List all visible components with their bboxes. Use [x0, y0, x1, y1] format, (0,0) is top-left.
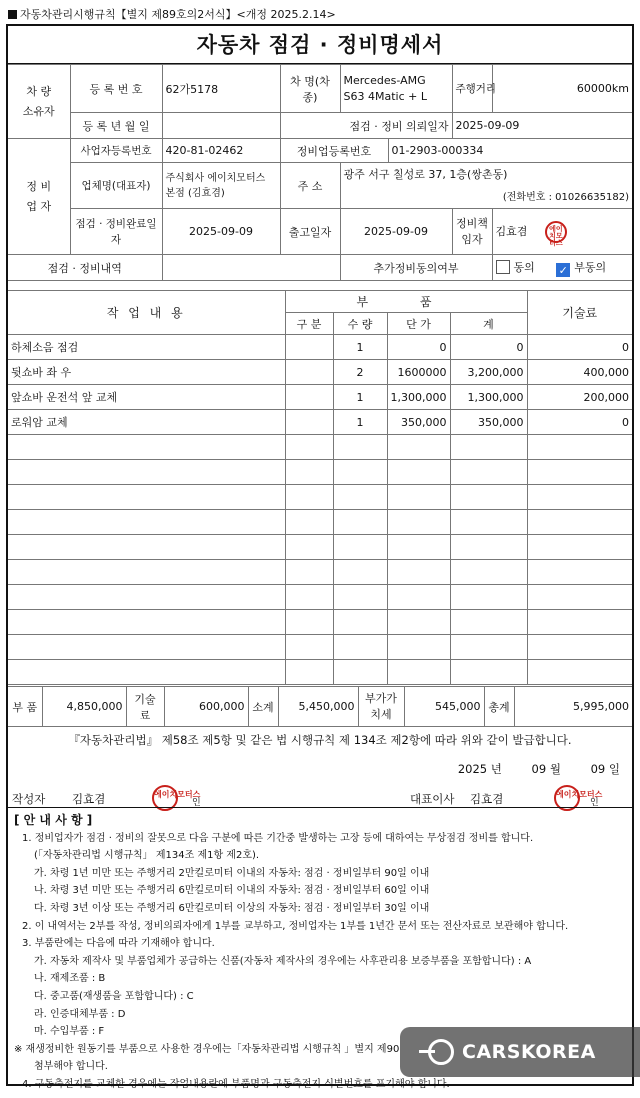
empty-row: [8, 485, 632, 510]
notice-line: 가. 차령 1년 미만 또는 주행거리 2만킬로미터 이내의 자동차: 점검 · 정비일부터 90일 이내: [34, 867, 430, 879]
empty-cell: [450, 510, 527, 535]
unit-header: 단 가: [387, 313, 450, 335]
writer-seal-suffix: 인: [192, 798, 201, 808]
empty-cell: [527, 610, 632, 635]
cell-labor: 0: [527, 335, 632, 360]
empty-cell: [450, 610, 527, 635]
cell-type: [285, 385, 333, 410]
empty-row: [8, 585, 632, 610]
empty-cell: [387, 560, 450, 585]
info-table: [8, 64, 632, 281]
notice-line: 마. 수입부품 : F: [34, 1026, 105, 1038]
biz-no-value: 420-81-02462: [162, 139, 280, 163]
empty-cell: [8, 510, 285, 535]
empty-row: [8, 610, 632, 635]
address-value: 광주 서구 칠성로 37, 1층(쌍촌동): [343, 168, 508, 181]
rep-label: 대표이사: [410, 792, 455, 806]
complete-date-label: 점검 · 정비완료일자: [70, 209, 162, 255]
disagree-label: 부동의: [574, 260, 607, 274]
table-row: [8, 385, 632, 410]
notice-line: 다. 차령 3년 이상 또는 주행거리 6만킬로미터 이상의 자동차: 점검 · 정비일부터 30일 이내: [34, 902, 430, 914]
shop-section-label: 정 비 업 자: [8, 139, 70, 255]
notice-line: 나. 재제조품 : B: [34, 973, 106, 985]
empty-cell: [527, 535, 632, 560]
cell-work: 앞쇼바 운전석 앞 교체: [8, 385, 285, 410]
empty-cell: [285, 635, 333, 660]
rep-name: 김효겸: [470, 792, 504, 806]
regulation-header: [8, 6, 336, 22]
consent-options: [492, 255, 632, 281]
reg-no-label: 등 록 번 호: [70, 65, 162, 113]
empty-cell: [387, 485, 450, 510]
empty-cell: [450, 535, 527, 560]
regulation-text: 자동차관리시행규칙【별지 제89호의2서식】<개정 2025.2.14>: [20, 8, 336, 21]
empty-cell: [450, 560, 527, 585]
address-cell: [340, 163, 632, 209]
empty-cell: [333, 660, 387, 685]
cell-work: 하체소음 점검: [8, 335, 285, 360]
table-row: [8, 335, 632, 360]
empty-cell: [387, 535, 450, 560]
writer-seal-icon: 에이치모터스: [152, 785, 178, 811]
cell-sum: 3,200,000: [450, 360, 527, 385]
empty-cell: [8, 560, 285, 585]
empty-cell: [450, 660, 527, 685]
empty-cell: [8, 435, 285, 460]
phone-value: (전화번호 : 01026635182): [502, 192, 629, 203]
empty-cell: [387, 460, 450, 485]
empty-cell: [333, 535, 387, 560]
empty-cell: [527, 660, 632, 685]
statement-form: [6, 24, 634, 1090]
manager-value: 김효겸: [495, 224, 528, 238]
mileage-value: 60000km: [492, 65, 632, 113]
empty-cell: [333, 610, 387, 635]
empty-row: [8, 460, 632, 485]
shop-reg-value: 01-2903-000334: [388, 139, 632, 163]
request-date-label: 점검 · 정비 의뢰일자: [280, 113, 452, 139]
issue-month: 09: [531, 762, 547, 776]
manager-label: 정비책임자: [452, 209, 492, 255]
empty-cell: [387, 585, 450, 610]
complete-date-value: 2025-09-09: [162, 209, 280, 255]
shop-reg-label: 정비업등록번호: [280, 139, 388, 163]
watermark-text: CARSKOREA: [462, 1041, 596, 1063]
mileage-label: 주행거리: [452, 65, 492, 113]
work-table: [8, 290, 632, 685]
type-header: 구 분: [285, 313, 333, 335]
empty-cell: [450, 435, 527, 460]
notice-line: 나. 차령 3년 미만 또는 주행거리 6만킬로미터 이내의 자동차: 점검 · 정비일부터 60일 이내: [34, 885, 430, 897]
empty-cell: [527, 635, 632, 660]
empty-cell: [8, 610, 285, 635]
cell-qty: 2: [333, 360, 387, 385]
issue-date: [458, 761, 620, 777]
notice-title: [ 안 내 사 항 ]: [14, 813, 93, 827]
notice-line: (「자동차관리법 시행규칙」 제134조 제1항 제2호).: [34, 850, 260, 862]
cell-type: [285, 360, 333, 385]
total-labor-label: 기술료: [126, 687, 164, 727]
empty-cell: [8, 635, 285, 660]
issue-month-unit: 월: [549, 762, 561, 776]
manager-cell: [492, 209, 632, 255]
empty-cell: [285, 485, 333, 510]
empty-cell: [285, 535, 333, 560]
cell-unit: 350,000: [387, 410, 450, 435]
empty-cell: [527, 485, 632, 510]
carskorea-logo-icon: [428, 1039, 454, 1065]
cell-qty: 1: [333, 385, 387, 410]
empty-cell: [8, 660, 285, 685]
empty-cell: [387, 510, 450, 535]
issue-year: 2025: [457, 762, 488, 776]
notice-line: 첨부해야 합니다.: [34, 1061, 108, 1073]
empty-cell: [285, 560, 333, 585]
cell-unit: 1,300,000: [387, 385, 450, 410]
agree-checkbox[interactable]: [496, 260, 510, 274]
document-title: 자동차 점검 · 정비명세서: [8, 26, 632, 64]
company-seal-icon: 에이치모터스: [545, 221, 567, 243]
company-value: 주식회사 에이치모터스 본점 (김효겸): [162, 163, 280, 209]
extra-consent-label: 추가정비동의여부: [340, 255, 492, 281]
empty-cell: [333, 635, 387, 660]
empty-cell: [285, 660, 333, 685]
work-header: 작 업 내 용: [8, 291, 285, 335]
empty-row: [8, 560, 632, 585]
owner-section-label: 차 량 소유자: [8, 65, 70, 139]
empty-cell: [333, 485, 387, 510]
cell-labor: 0: [527, 410, 632, 435]
empty-cell: [8, 585, 285, 610]
totals-table: [8, 686, 632, 727]
sum-header: 계: [450, 313, 527, 335]
reg-no-value: 62가5178: [162, 65, 280, 113]
biz-no-label: 사업자등록번호: [70, 139, 162, 163]
cell-qty: 1: [333, 410, 387, 435]
empty-cell: [387, 610, 450, 635]
subtotal-label: 소계: [248, 687, 278, 727]
notice-line: 2. 이 내역서는 2부를 작성, 정비의뢰자에게 1부를 교부하고, 정비업자는 1부를 1년간 문서 또는 전산자료로 보관해야 합니다.: [22, 920, 569, 932]
parts-header: 부 품: [285, 291, 527, 313]
subtotal-value: 5,450,000: [278, 687, 358, 727]
cell-type: [285, 410, 333, 435]
car-name-label: 차 명(차종): [280, 65, 340, 113]
total-parts-label: 부 품: [8, 687, 42, 727]
reg-date-value: [162, 113, 280, 139]
release-date-value: 2025-09-09: [340, 209, 452, 255]
empty-cell: [387, 660, 450, 685]
vat-value: 545,000: [404, 687, 484, 727]
history-value: [162, 255, 340, 281]
empty-cell: [285, 435, 333, 460]
empty-row: [8, 660, 632, 685]
cell-unit: 1600000: [387, 360, 450, 385]
notice-line: 3. 부품란에는 다음에 따라 기재해야 합니다.: [22, 938, 215, 950]
cell-unit: 0: [387, 335, 450, 360]
cell-sum: 1,300,000: [450, 385, 527, 410]
notice-line: 가. 자동차 제작사 및 부품업체가 공급하는 신품(자동차 제작사의 경우에는 사후관리용 보증부품을 포함합니다) : A: [34, 955, 532, 967]
issue-year-unit: 년: [490, 762, 502, 776]
notice-line: 1. 정비업자가 점검 · 정비의 잘못으로 다음 구분에 따른 기간중 발생하는 고장 등에 대하여는 무상점검 정비를 합니다.: [22, 832, 534, 844]
history-label: 점검 · 정비내역: [8, 255, 162, 281]
empty-row: [8, 510, 632, 535]
cell-labor: 200,000: [527, 385, 632, 410]
cell-work: 로워암 교체: [8, 410, 285, 435]
request-date-value: 2025-09-09: [452, 113, 632, 139]
empty-row: [8, 635, 632, 660]
empty-cell: [333, 435, 387, 460]
notice-line: 다. 중고품(재생품을 포함합니다) : C: [34, 990, 194, 1002]
empty-cell: [333, 585, 387, 610]
table-row: [8, 360, 632, 385]
empty-cell: [8, 535, 285, 560]
release-date-label: 출고일자: [280, 209, 340, 255]
empty-cell: [527, 510, 632, 535]
cell-type: [285, 335, 333, 360]
square-bullet-icon: [8, 10, 17, 19]
company-label: 업체명(대표자): [70, 163, 162, 209]
empty-cell: [450, 485, 527, 510]
agree-label: 동의: [513, 260, 535, 274]
total-parts-value: 4,850,000: [42, 687, 126, 727]
empty-cell: [527, 560, 632, 585]
table-row: [8, 410, 632, 435]
empty-cell: [527, 585, 632, 610]
cell-qty: 1: [333, 335, 387, 360]
writer-name: 김효겸: [72, 792, 106, 806]
qty-header: 수 량: [333, 313, 387, 335]
cell-labor: 400,000: [527, 360, 632, 385]
total-labor-value: 600,000: [164, 687, 248, 727]
cell-sum: 0: [450, 335, 527, 360]
rep-seal-icon: 에이치모터스: [554, 785, 580, 811]
empty-cell: [285, 460, 333, 485]
empty-cell: [450, 585, 527, 610]
empty-row: [8, 435, 632, 460]
empty-cell: [333, 460, 387, 485]
cell-work: 뒷쇼바 좌 우: [8, 360, 285, 385]
empty-cell: [527, 460, 632, 485]
empty-cell: [333, 560, 387, 585]
issue-statement: 『자동차관리법』 제58조 제5항 및 같은 법 시행규칙 제 134조 제2항에 따라 위와 같이 발급합니다.: [68, 733, 572, 747]
labor-header: 기술료: [527, 291, 632, 335]
reg-date-label: 등 록 년 월 일: [70, 113, 162, 139]
empty-cell: [387, 635, 450, 660]
empty-cell: [333, 510, 387, 535]
grand-total-label: 총계: [484, 687, 514, 727]
empty-cell: [387, 435, 450, 460]
notice-line: ※ 재생정비한 원동기를 부품으로 사용한 경우에는「자동차관리법 시행규칙 」별지 제90: [14, 1043, 400, 1055]
carskorea-watermark: [400, 1027, 640, 1077]
empty-cell: [527, 435, 632, 460]
notice-line: 4. 구동축전지를 교체한 경우에는 작업내용란에 부품명과 구동축전지 식별번호를 표기해야 합니다.: [22, 1078, 450, 1090]
rep-seal-suffix: 인: [590, 798, 599, 808]
empty-cell: [285, 585, 333, 610]
empty-cell: [450, 460, 527, 485]
cell-sum: 350,000: [450, 410, 527, 435]
address-label: 주 소: [280, 163, 340, 209]
empty-row: [8, 535, 632, 560]
empty-cell: [8, 485, 285, 510]
notice-line: 라. 인증대체부품 : D: [34, 1008, 126, 1020]
issue-day-unit: 일: [608, 762, 620, 776]
disagree-checkbox[interactable]: ✓: [556, 263, 570, 277]
car-name-value: Mercedes-AMG S63 4Matic + L: [340, 65, 452, 113]
empty-cell: [285, 510, 333, 535]
issue-day: 09: [590, 762, 606, 776]
empty-cell: [450, 635, 527, 660]
empty-cell: [8, 460, 285, 485]
grand-total-value: 5,995,000: [514, 687, 632, 727]
writer-label: 작성자: [12, 792, 46, 806]
vat-label: 부가가치세: [358, 687, 404, 727]
empty-cell: [285, 610, 333, 635]
